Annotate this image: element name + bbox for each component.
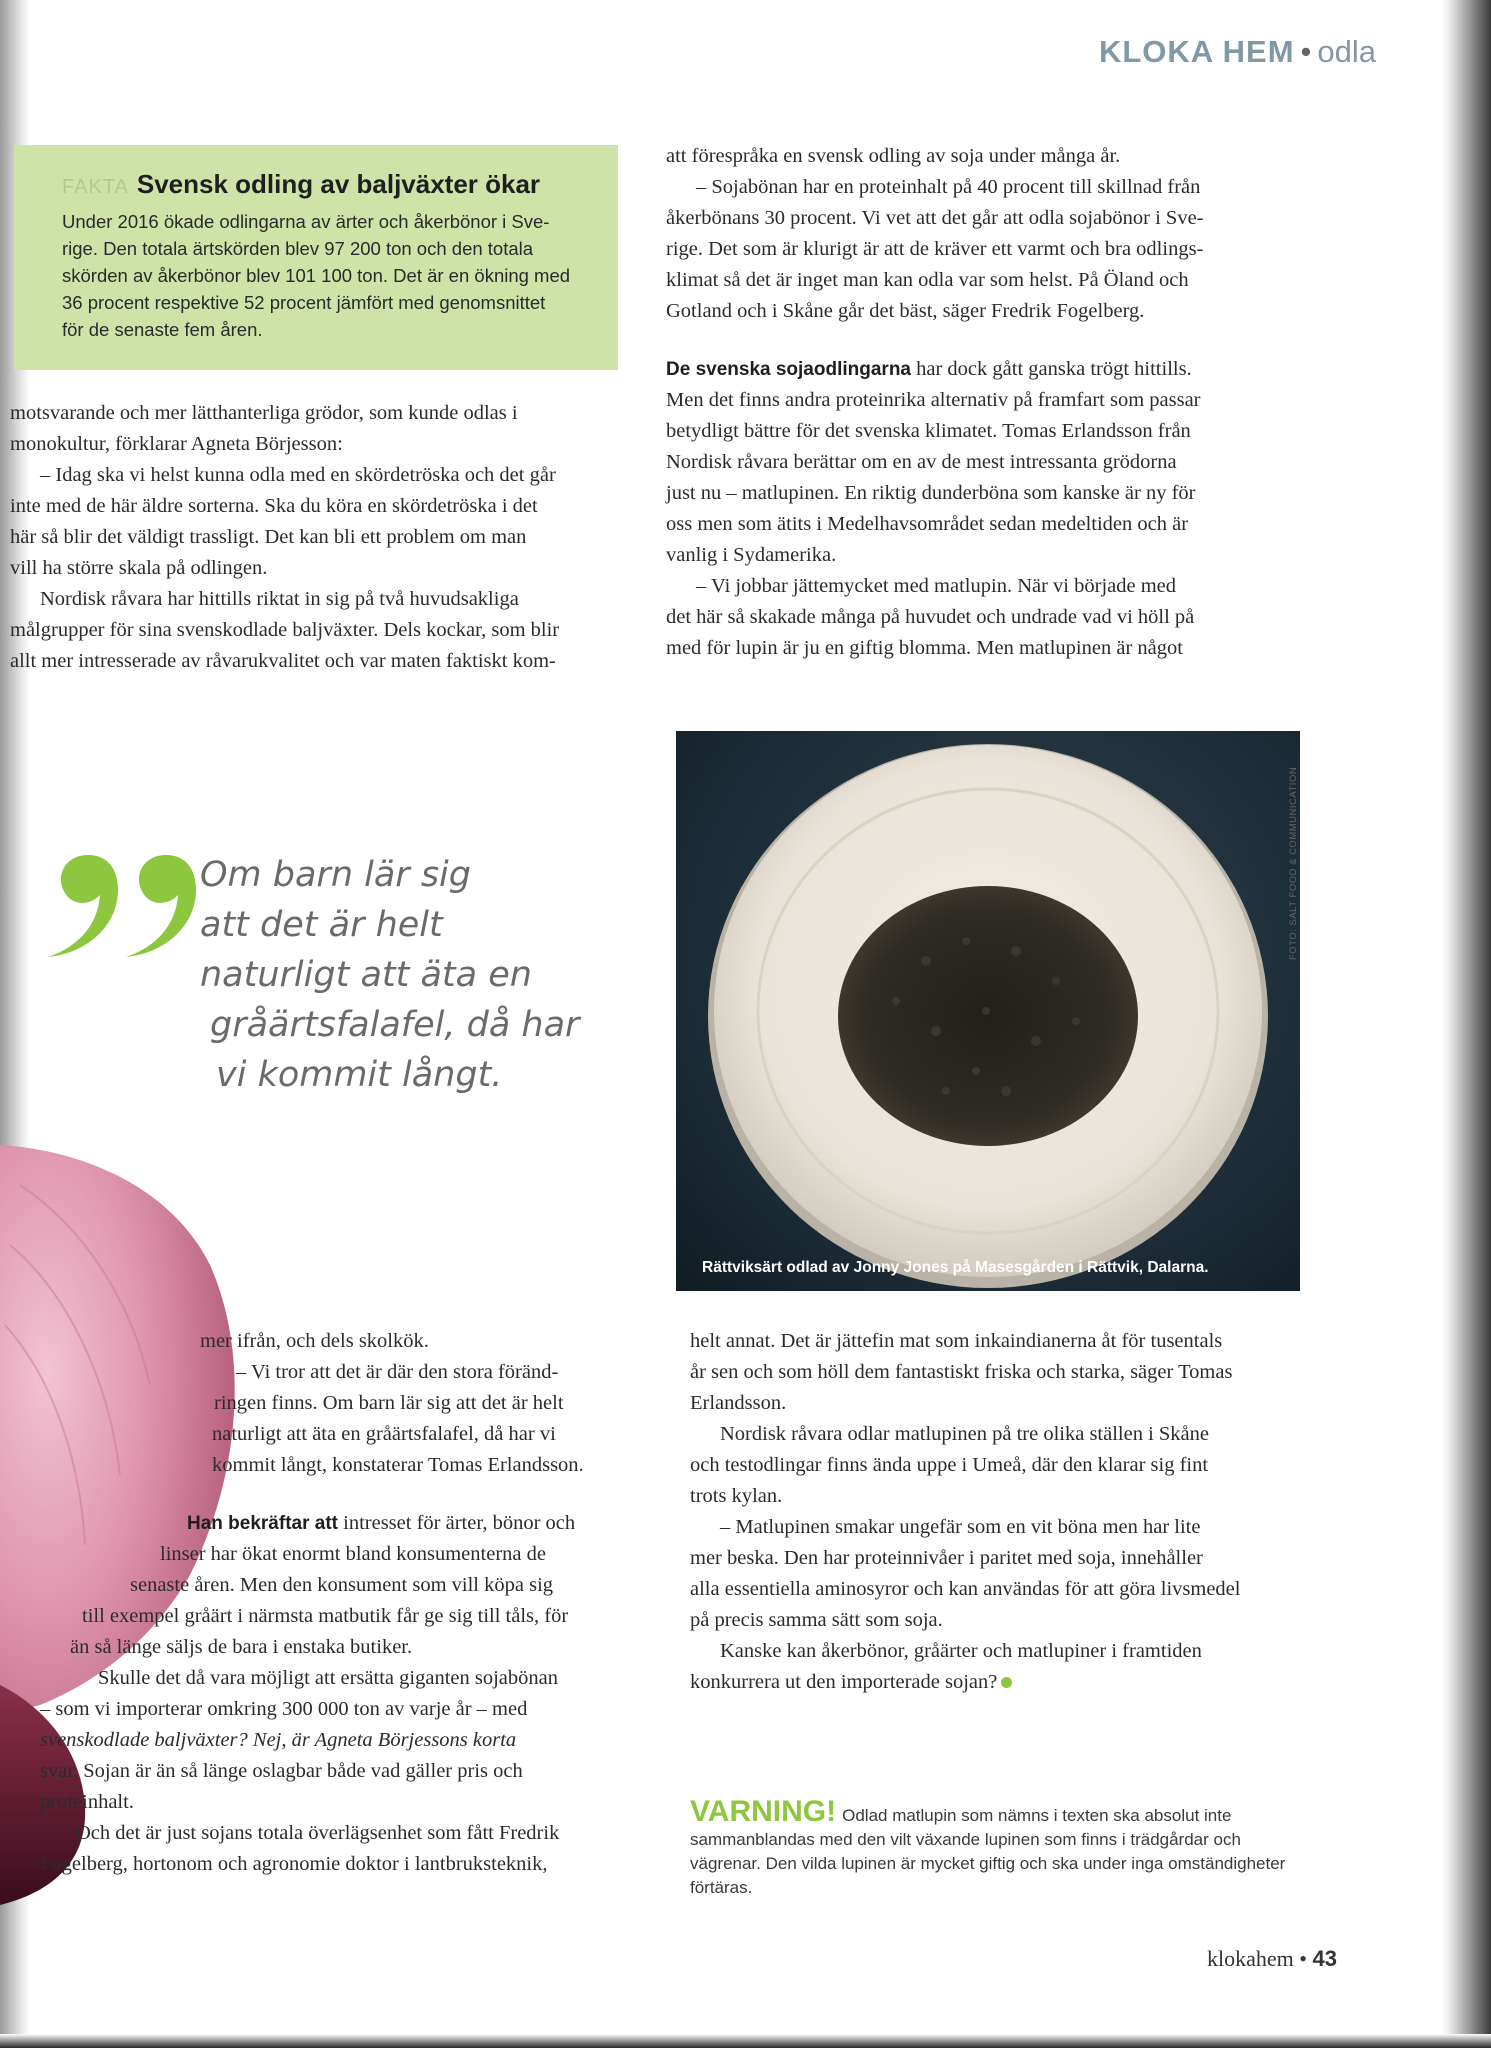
pull-quote-line: gråärtsfalafel, då har: [210, 1005, 580, 1045]
text-line: naturligt att äta en gråärtsfalafel, då har vi: [212, 1423, 556, 1445]
fakta-line: skörden av åkerbönor blev 101 100 ton. Det är en ökning med: [62, 265, 571, 286]
warning-box: [690, 1795, 1290, 1900]
fakta-box: [14, 145, 618, 370]
left-column-bottom: [40, 1326, 640, 1880]
photo-caption: Rättviksärt odlad av Jonny Jones på Masesgården i Rättvik, Dalarna.: [702, 1259, 1209, 1276]
text-line: konkurrera ut den importerade sojan?: [690, 1667, 1306, 1698]
pull-quote-line: naturligt att äta en: [200, 955, 532, 995]
text-line: – Vi tror att det är där den stora föränd-: [236, 1361, 559, 1383]
text-line: år sen och som höll dem fantastiskt friska och starka, säger Tomas: [690, 1361, 1233, 1383]
text-line: här så blir det väldigt trassligt. Det kan bli ett problem om man: [10, 526, 527, 548]
text-line: det här så skakade många på huvudet och undrade vad vi höll på: [666, 606, 1195, 628]
text-line: Kanske kan åkerbönor, gråärter och matlupiner i framtiden: [720, 1640, 1202, 1662]
paragraph-lead: De svenska sojaodlingarna: [666, 359, 911, 380]
text-line: till exempel gråärt i närmsta matbutik får ge sig till tåls, för: [82, 1605, 569, 1627]
text-line: mer ifrån, och dels skolkök.: [200, 1330, 429, 1352]
text-line: på precis samma sätt som soja.: [690, 1609, 943, 1631]
text-line: kommit långt, konstaterar Tomas Erlandsson.: [212, 1454, 584, 1476]
pull-quote-line: att det är helt: [200, 905, 443, 945]
warning-title: VARNING!: [690, 1795, 837, 1828]
footer-magazine: klokahem: [1207, 1946, 1294, 1971]
scan-shadow-right: [1441, 0, 1491, 2048]
text-line: inte med de här äldre sorterna. Ska du köra en skördetröska i det: [10, 495, 538, 517]
text-line: Och det är just sojans totala överlägsenhet som fått Fredrik: [76, 1822, 560, 1844]
text-line: Fogelberg, hortonom och agronomie doktor i lantbruksteknik,: [40, 1853, 548, 1875]
text-line: oss men som ätits i Medelhavsområdet sedan medeltiden och är: [666, 513, 1189, 535]
text-line: proteinhalt.: [40, 1791, 134, 1813]
text-line: Men det finns andra proteinrika alternativ på framfart som passar: [666, 389, 1201, 411]
text-line: allt mer intresserade av råvarukvalitet och var maten faktiskt kom-: [10, 650, 556, 672]
text-line: och testodlingar finns ända uppe i Umeå, där den klarar sig fint: [690, 1454, 1209, 1476]
text-line: Erlandsson.: [690, 1392, 787, 1414]
text-line: att förespråka en svensk odling av soja under många år.: [666, 145, 1121, 167]
right-column-bottom: [690, 1326, 1306, 1698]
text-line: Han bekräftar att intresset för ärter, bönor och: [187, 1512, 576, 1534]
text-line: – Idag ska vi helst kunna odla med en skördetröska och det går: [40, 464, 556, 486]
footer-separator: •: [1299, 1946, 1307, 1971]
text-line: just nu – matlupinen. En riktig dunderböna som kanske är ny för: [666, 482, 1196, 504]
text-line: monokultur, förklarar Agneta Börjesson:: [10, 433, 343, 455]
left-column-top: [10, 398, 640, 677]
fakta-line: 36 procent respektive 52 procent jämfört med genomsnittet: [62, 292, 546, 313]
text-line: Nordisk råvara odlar matlupinen på tre olika ställen i Skåne: [720, 1423, 1209, 1445]
text-line: Gotland och i Skåne går det bäst, säger Fredrik Fogelberg.: [666, 300, 1145, 322]
text-line: – som vi importerar omkring 300 000 ton av varje år – med: [40, 1698, 528, 1720]
text-line: senaste åren. Men den konsument som vill köpa sig: [130, 1574, 554, 1596]
text-line: Nordisk råvara har hittills riktat in sig på två huvudsakliga: [40, 588, 519, 610]
fakta-title: [62, 169, 598, 200]
text-line: med för lupin är ju en giftig blomma. Men matlupinen är något: [666, 637, 1183, 659]
text-line: linser har ökat enormt bland konsumenterna de: [160, 1543, 546, 1565]
paragraph-lead: Han bekräftar att: [187, 1513, 338, 1534]
page-header: [1099, 34, 1376, 70]
text-line: än så länge säljs de bara i enstaka butiker.: [70, 1636, 413, 1658]
page-footer: [1207, 1946, 1337, 1972]
text-line: mer beska. Den har proteinnivåer i paritet med soja, innehåller: [690, 1547, 1203, 1569]
text-line: klimat så det är inget man kan odla var som helst. På Öland och: [666, 269, 1189, 291]
text-line: ringen finns. Om barn lär sig att det är helt: [214, 1392, 564, 1414]
text-line: alla essentiella aminosyror och kan användas för att göra livsmedel: [690, 1578, 1241, 1600]
text-line: åkerbönans 30 procent. Vi vet att det går att odla sojabönor i Sve-: [666, 207, 1204, 229]
fakta-line: för de senaste fem åren.: [62, 319, 263, 340]
right-column-top: [666, 141, 1302, 664]
text-line: vanlig i Sydamerika.: [666, 544, 837, 566]
plate-illustration: [676, 731, 1300, 1291]
text-line: Skulle det då vara möjligt att ersätta giganten sojabönan: [98, 1667, 558, 1689]
magazine-brand: KLOKA HEM: [1098, 34, 1295, 69]
text-line: – Vi jobbar jättemycket med matlupin. När vi började med: [696, 575, 1177, 597]
text-line: svar. Sojan är än så länge oslagbar både vad gäller pris och: [40, 1760, 523, 1782]
fakta-heading: Svensk odling av baljväxter ökar: [136, 169, 541, 199]
section-name: odla: [1317, 34, 1376, 69]
text-line: betydligt bättre för det svenska klimatet. Tomas Erlandsson från: [666, 420, 1191, 442]
text-line: – Sojabönan har en proteinhalt på 40 procent till skillnad från: [696, 176, 1201, 198]
warning-text: Odlad matlupin som nämns i texten ska absolut inte sammanblandas med den vilt växande lupinen som finns i trädgårdar och vägrenar. Den vilda lupinen är mycket giftig och ska under inga omständigheter förtäras.: [690, 1806, 1286, 1897]
fakta-body: [62, 208, 598, 343]
text-line: helt annat. Det är jättefin mat som inkaindianerna åt för tusentals: [690, 1330, 1223, 1352]
scan-shadow-bottom: [0, 2034, 1491, 2048]
text-line: rige. Det som är klurigt är att de kräver ett varmt och bra odlings-: [666, 238, 1204, 260]
text-line: svenskodlade baljväxter? Nej, är Agneta Börjessons korta: [40, 1729, 517, 1751]
header-separator: •: [1300, 34, 1312, 69]
text-line: Nordisk råvara berättar om en av de mest intressanta grödorna: [666, 451, 1177, 473]
fakta-line: rige. Den totala ärtskörden blev 97 200 ton och den totala: [62, 238, 534, 259]
fakta-label: FAKTA: [62, 176, 129, 198]
page-number: 43: [1312, 1946, 1337, 1971]
text-line: – Matlupinen smakar ungefär som en vit böna men har lite: [720, 1516, 1201, 1538]
pull-quote-line: vi kommit långt.: [216, 1055, 503, 1095]
text-line: målgrupper för sina svenskodlade baljväxter. Dels kockar, som blir: [10, 619, 560, 641]
text-line: vill ha större skala på odlingen.: [10, 557, 268, 579]
lupin-photo: [676, 731, 1300, 1291]
end-mark-icon: [1001, 1677, 1012, 1688]
text-line: De svenska sojaodlingarna har dock gått ganska trögt hittills.: [666, 358, 1192, 380]
pull-quote: [200, 850, 579, 1100]
pull-quote-line: Om barn lär sig: [200, 855, 471, 895]
text-line: trots kylan.: [690, 1485, 783, 1507]
text-line: motsvarande och mer lätthanterliga grödor, som kunde odlas i: [10, 402, 518, 424]
quote-mark-icon: [48, 835, 198, 985]
fakta-line: Under 2016 ökade odlingarna av ärter och åkerbönor i Sve-: [62, 211, 550, 232]
